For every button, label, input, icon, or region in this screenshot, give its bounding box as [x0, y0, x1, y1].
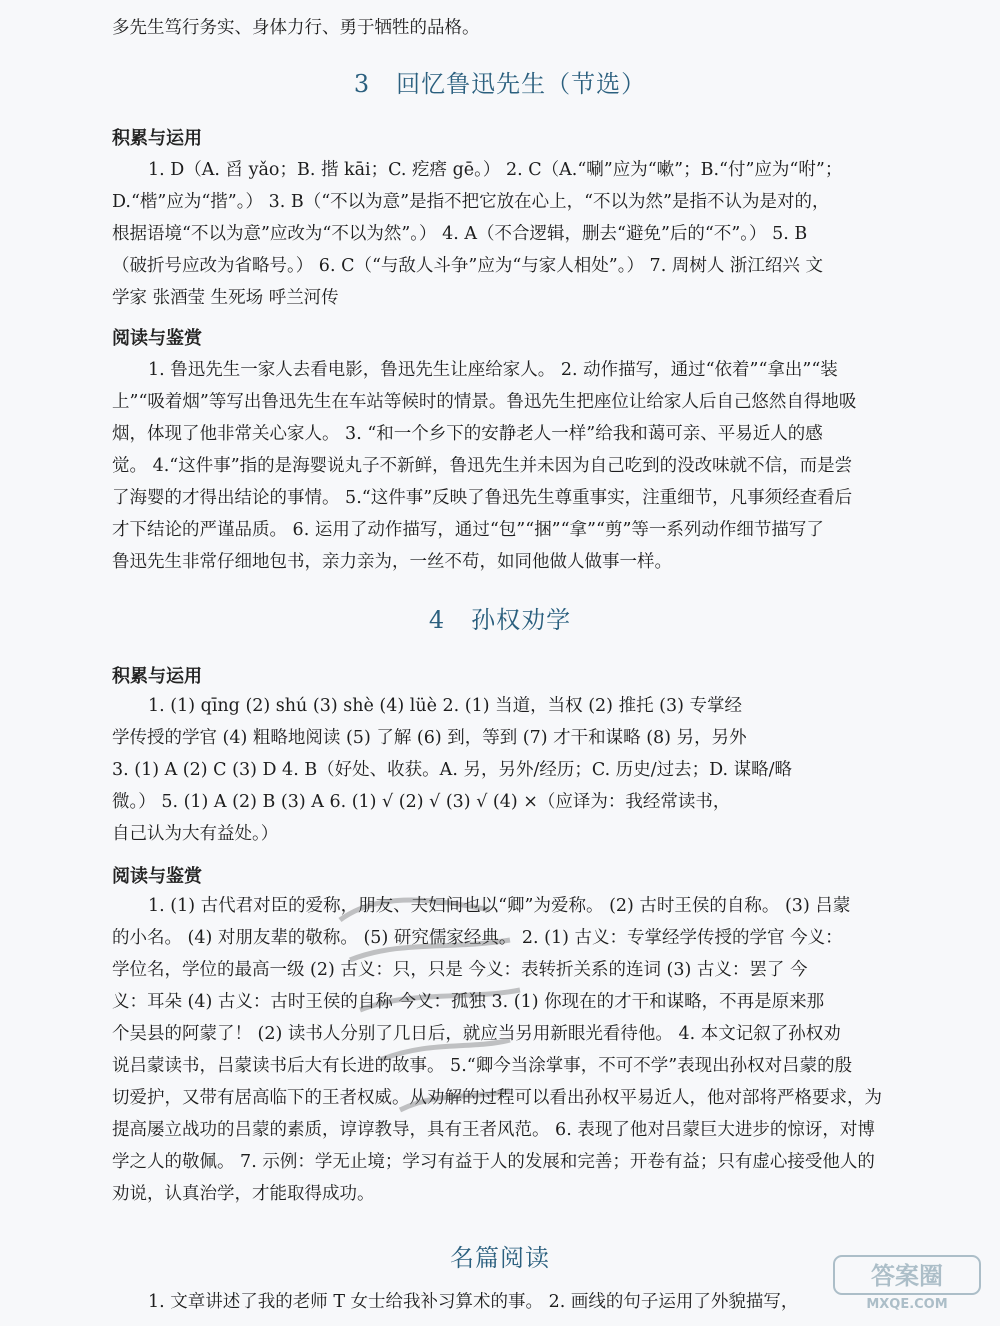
sub-heading: 阅读与鉴赏	[112, 328, 202, 349]
text-line: 烟，体现了他非常关心家人。 3. “和一个乡下的安静老人一样”给我和蔼可亲、平易近人的感	[112, 424, 823, 444]
section-number: 3	[353, 70, 371, 98]
sub-heading: 阅读与鉴赏	[112, 866, 202, 887]
text-line: 说吕蒙读书，吕蒙读书后大有长进的故事。 5.“卿今当涂掌事，不可不学”表现出孙权对吕蒙的殷	[112, 1056, 853, 1076]
text-line: 1. (1) qīng (2) shú (3) shè (4) lüè 2. (1) 当道，当权 (2) 推托 (3) 专掌经	[148, 696, 742, 716]
section-title-text: 孙权劝学	[471, 606, 572, 634]
text-line: 上”“吸着烟”等写出鲁迅先生在车站等候时的情景。鲁迅先生把座位让给家人后自己悠然自得地吸	[112, 392, 857, 412]
watermark-logo	[832, 1254, 982, 1312]
text-line: D.“楷”应为“揩”。） 3. B（“不以为意”是指不把它放在心上，“不以为然”是指不认为是对的，	[112, 192, 830, 212]
watermark-text: 答案圈	[871, 1262, 943, 1290]
text-line: 才下结论的严谨品质。 6. 运用了动作描写，通过“包”“捆”“拿”“剪”等一系列动作细节描写了	[112, 520, 824, 540]
text-line: 劝说，认真治学，才能取得成功。	[112, 1184, 375, 1204]
text-line: 学之人的敬佩。 7. 示例：学无止境；学习有益于人的发展和完善；开卷有益；只有虚心接受他人的	[112, 1152, 875, 1172]
text-line: 微。） 5. (1) A (2) B (3) A 6. (1) √ (2) √ (3) √ (4) ×（应译为：我经常读书，	[112, 792, 731, 812]
section-title	[0, 600, 1000, 635]
text-line: 多先生笃行务实、身体力行、勇于牺牲的品格。	[112, 18, 480, 38]
text-line: 了海婴的才得出结论的事情。 5.“这件事”反映了鲁迅先生尊重事实，注重细节，凡事须经查看后	[112, 488, 853, 508]
text-line: 1. D（A. 舀 yǎo；B. 揩 kāi；C. 疙瘩 gē。） 2. C（A.“唰”应为“嗽”；B.“付”应为“咐”；	[148, 160, 843, 180]
text-line: 个吴县的阿蒙了！ (2) 读书人分别了几日后，就应当另用新眼光看待他。 4. 本文记叙了孙权劝	[112, 1024, 841, 1044]
text-line: 学家 张酒莹 生死场 呼兰河传	[112, 288, 339, 308]
text-line: 鲁迅先生非常仔细地包书，亲力亲为，一丝不苟，如同他做人做事一样。	[112, 552, 672, 572]
text-line: 根据语境“不以为意”应改为“不以为然”。） 4. A（不合逻辑，删去“避免”后的“不”。） 5. B	[112, 224, 808, 244]
text-line: 1. 文章讲述了我的老师 T 女士给我补习算术的事。 2. 画线的句子运用了外貌描写，	[148, 1292, 799, 1312]
text-line: 切爱护，又带有居高临下的王者权威。从劝解的过程可以看出孙权平易近人，他对部将严格要求，为	[112, 1088, 882, 1108]
handwritten-scribble	[320, 880, 540, 1140]
text-line: 觉。 4.“这件事”指的是海婴说丸子不新鲜，鲁迅先生并未因为自己吃到的没改味就不信，而是尝	[112, 456, 853, 476]
section-title	[0, 64, 1000, 99]
watermark-url: MXQE.COM	[866, 1297, 948, 1312]
text-line: 学传授的学官 (4) 粗略地阅读 (5) 了解 (6) 到，等到 (7) 才干和谋略 (8) 另，另外	[112, 728, 747, 748]
section-number: 4	[428, 606, 446, 634]
text-line: 提高屡立战功的吕蒙的素质，谆谆教导，具有王者风范。 6. 表现了他对吕蒙巨大进步的惊讶，对博	[112, 1120, 875, 1140]
text-line: 的小名。 (4) 对朋友辈的敬称。 (5) 研究儒家经典。 2. (1) 古义：专掌经学传授的学官 今义：	[112, 928, 843, 948]
text-line: 义：耳朵 (4) 古义：古时王侯的自称 今义：孤独 3. (1) 你现在的才干和谋略，不再是原来那	[112, 992, 825, 1012]
section-title-text: 名篇阅读	[450, 1244, 550, 1272]
sub-heading: 积累与运用	[112, 666, 202, 687]
text-line: 1. (1) 古代君对臣的爱称，朋友、夫妇间也以“卿”为爱称。 (2) 古时王侯的自称。 (3) 吕蒙	[148, 896, 851, 916]
text-line: 自己认为大有益处。）	[112, 824, 279, 844]
sub-heading: 积累与运用	[112, 128, 202, 149]
text-line: 3. (1) A (2) C (3) D 4. B（好处、收获。A. 另，另外/经历；C. 历史/过去；D. 谋略/略	[112, 760, 793, 780]
text-line: 1. 鲁迅先生一家人去看电影，鲁迅先生让座给家人。 2. 动作描写，通过“依着”“拿出”“装	[148, 360, 838, 380]
text-line: （破折号应改为省略号。） 6. C（“与敌人斗争”应为“与家人相处”。） 7. 周树人 浙江绍兴 文	[112, 256, 823, 276]
text-line: 学位名，学位的最高一级 (2) 古义：只，只是 今义：表转折关系的连词 (3) 古义：罢了 今	[112, 960, 808, 980]
section-title-text: 回忆鲁迅先生（节选）	[396, 70, 647, 98]
